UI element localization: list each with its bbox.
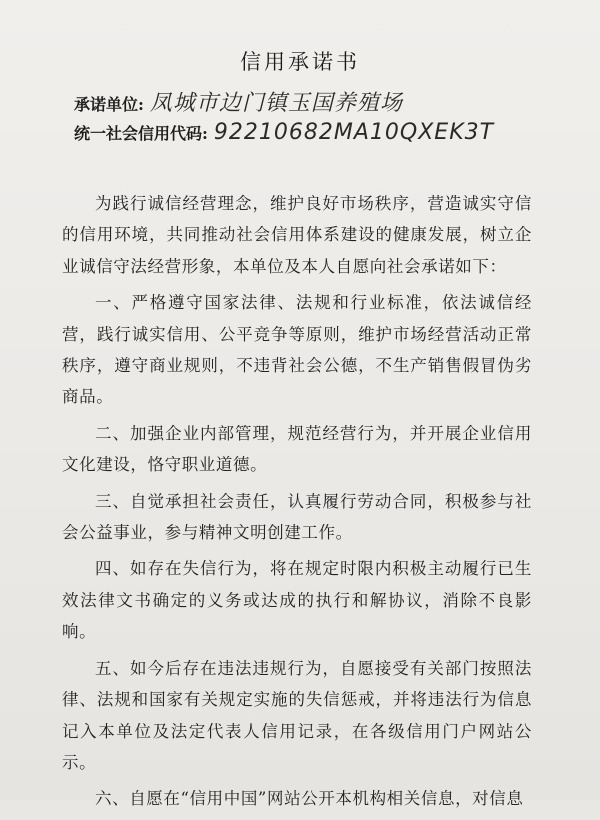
paragraph-1: 一、严格遵守国家法律、法规和行业标准，依法诚信经营，践行诚实信用、公平竞争等原则，维护市场经营活动正常秩序，遵守商业规则，不违背社会公德，不生产销售假冒伪劣商品。 bbox=[62, 293, 532, 407]
paragraph-4: 四、如存在失信行为，将在规定时限内积极主动履行已生效法律文书确定的义务或达成的执行和解协议，消除不良影响。 bbox=[62, 559, 532, 642]
paragraph-6: 六、自愿在“信用中国”网站公开本机构相关信息，对信息 bbox=[95, 789, 524, 809]
committing-unit-row bbox=[74, 86, 403, 117]
paragraph-intro: 为践行诚信经营理念，维护良好市场秩序，营造诚实守信的信用环境，共同推动社会信用体系建设的健康发展，树立企业诚信守法经营形象，本单位及本人自愿向社会承诺如下： bbox=[62, 194, 532, 276]
credit-code-row bbox=[74, 120, 494, 145]
document-title: 信用承诺书 bbox=[240, 50, 360, 74]
commitment-body bbox=[62, 188, 532, 820]
committing-unit-handwritten: 凤城市边门镇玉国养殖场 bbox=[149, 91, 403, 116]
paragraph-3: 三、自觉承担社会责任，认真履行劳动合同，积极参与社会公益事业，参与精神文明创建工作。 bbox=[62, 491, 532, 543]
credit-code-label: 统一社会信用代码: bbox=[74, 124, 208, 143]
committing-unit-label: 承诺单位: bbox=[74, 95, 144, 114]
paragraph-5: 五、如今后存在违法违规行为，自愿接受有关部门按照法律、法规和国家有关规定实施的失信惩戒，并将违法行为信息记入本单位及法定代表人信用记录，在各级信用门户网站公示。 bbox=[62, 658, 532, 772]
paragraph-2: 二、加强企业内部管理，规范经营行为，并开展企业信用文化建设，恪守职业道德。 bbox=[62, 423, 532, 475]
credit-code-handwritten: 92210682MA10QXEK3T bbox=[213, 120, 495, 145]
